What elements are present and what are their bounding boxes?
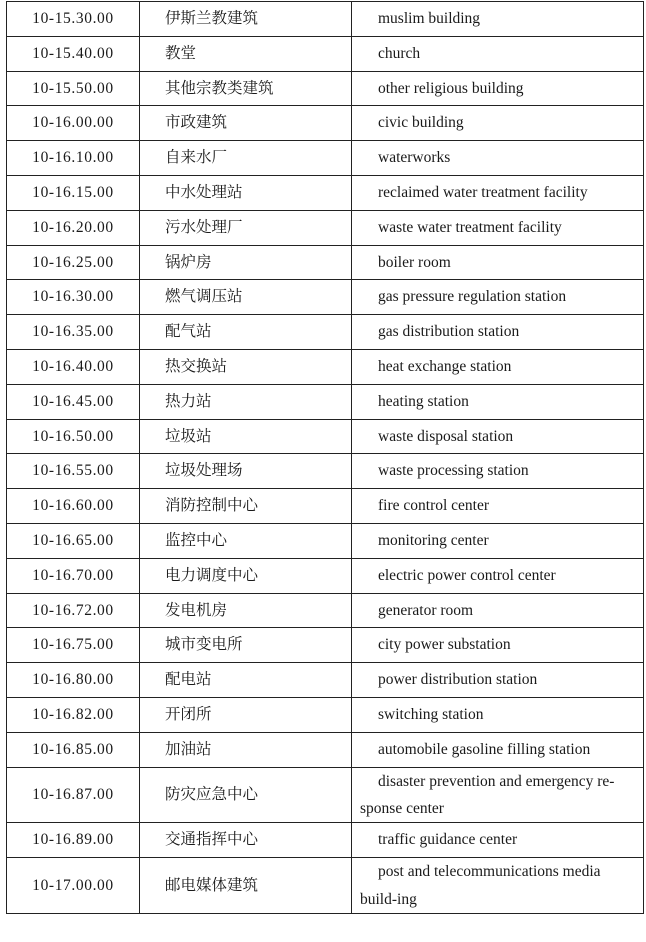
english-term-cell: church xyxy=(352,36,644,71)
code-cell: 10-16.40.00 xyxy=(7,349,140,384)
chinese-term-cell: 防灾应急中心 xyxy=(140,767,352,823)
english-term-cell: other religious building xyxy=(352,71,644,106)
english-term-cell: fire control center xyxy=(352,489,644,524)
code-cell: 10-15.40.00 xyxy=(7,36,140,71)
table-row xyxy=(7,858,644,914)
code-cell: 10-17.00.00 xyxy=(7,858,140,914)
chinese-term-cell: 加油站 xyxy=(140,732,352,767)
code-cell: 10-16.10.00 xyxy=(7,141,140,176)
english-term-cell: traffic guidance center xyxy=(352,823,644,858)
chinese-term-cell: 市政建筑 xyxy=(140,106,352,141)
chinese-term-cell: 锅炉房 xyxy=(140,245,352,280)
chinese-term-cell: 配电站 xyxy=(140,663,352,698)
english-term-cell: heating station xyxy=(352,384,644,419)
english-term-cell: generator room xyxy=(352,593,644,628)
english-term-cell: civic building xyxy=(352,106,644,141)
table-row xyxy=(7,36,644,71)
chinese-term-cell: 垃圾站 xyxy=(140,419,352,454)
table-row xyxy=(7,489,644,524)
english-term-cell: automobile gasoline filling station xyxy=(352,732,644,767)
code-cell: 10-15.50.00 xyxy=(7,71,140,106)
code-cell: 10-16.50.00 xyxy=(7,419,140,454)
table-row xyxy=(7,245,644,280)
table-row xyxy=(7,419,644,454)
english-term-cell: gas pressure regulation station xyxy=(352,280,644,315)
code-cell: 10-16.20.00 xyxy=(7,210,140,245)
code-cell: 10-16.80.00 xyxy=(7,663,140,698)
table-row xyxy=(7,349,644,384)
table-row xyxy=(7,593,644,628)
chinese-term-cell: 热交换站 xyxy=(140,349,352,384)
chinese-term-cell: 电力调度中心 xyxy=(140,558,352,593)
table-row xyxy=(7,2,644,37)
code-cell: 10-16.00.00 xyxy=(7,106,140,141)
english-term-cell: muslim building xyxy=(352,2,644,37)
code-cell: 10-16.45.00 xyxy=(7,384,140,419)
english-term-cell: switching station xyxy=(352,697,644,732)
table-row xyxy=(7,767,644,823)
chinese-term-cell: 发电机房 xyxy=(140,593,352,628)
table-row xyxy=(7,71,644,106)
chinese-term-cell: 中水处理站 xyxy=(140,175,352,210)
english-term-cell: monitoring center xyxy=(352,523,644,558)
table-row xyxy=(7,558,644,593)
chinese-term-cell: 污水处理厂 xyxy=(140,210,352,245)
table-row xyxy=(7,280,644,315)
code-cell: 10-16.30.00 xyxy=(7,280,140,315)
table-row xyxy=(7,454,644,489)
code-cell: 10-16.85.00 xyxy=(7,732,140,767)
chinese-term-cell: 监控中心 xyxy=(140,523,352,558)
english-term-cell: waterworks xyxy=(352,141,644,176)
table-row xyxy=(7,523,644,558)
classification-table xyxy=(6,1,644,914)
english-term-cell: power distribution station xyxy=(352,663,644,698)
code-cell: 10-16.25.00 xyxy=(7,245,140,280)
code-cell: 10-16.35.00 xyxy=(7,315,140,350)
english-term-cell: waste processing station xyxy=(352,454,644,489)
chinese-term-cell: 交通指挥中心 xyxy=(140,823,352,858)
table-row xyxy=(7,384,644,419)
chinese-term-cell: 邮电媒体建筑 xyxy=(140,858,352,914)
chinese-term-cell: 消防控制中心 xyxy=(140,489,352,524)
english-term-cell: boiler room xyxy=(352,245,644,280)
chinese-term-cell: 开闭所 xyxy=(140,697,352,732)
english-term-cell: waste water treatment facility xyxy=(352,210,644,245)
chinese-term-cell: 城市变电所 xyxy=(140,628,352,663)
english-term-cell: city power substation xyxy=(352,628,644,663)
table-row xyxy=(7,315,644,350)
chinese-term-cell: 自来水厂 xyxy=(140,141,352,176)
code-cell: 10-16.60.00 xyxy=(7,489,140,524)
chinese-term-cell: 教堂 xyxy=(140,36,352,71)
code-cell: 10-16.75.00 xyxy=(7,628,140,663)
code-cell: 10-16.89.00 xyxy=(7,823,140,858)
code-cell: 10-16.72.00 xyxy=(7,593,140,628)
chinese-term-cell: 伊斯兰教建筑 xyxy=(140,2,352,37)
english-term-cell: post and telecommunications media build-ing xyxy=(352,858,644,914)
code-cell: 10-16.15.00 xyxy=(7,175,140,210)
table-body xyxy=(7,2,644,914)
table-row xyxy=(7,663,644,698)
code-cell: 10-16.87.00 xyxy=(7,767,140,823)
code-cell: 10-16.65.00 xyxy=(7,523,140,558)
table-row xyxy=(7,141,644,176)
chinese-term-cell: 配气站 xyxy=(140,315,352,350)
chinese-term-cell: 燃气调压站 xyxy=(140,280,352,315)
table-row xyxy=(7,732,644,767)
code-cell: 10-16.82.00 xyxy=(7,697,140,732)
english-term-cell: reclaimed water treatment facility xyxy=(352,175,644,210)
english-term-cell: disaster prevention and emergency re-sponse center xyxy=(352,767,644,823)
chinese-term-cell: 其他宗教类建筑 xyxy=(140,71,352,106)
english-term-cell: gas distribution station xyxy=(352,315,644,350)
table-row xyxy=(7,823,644,858)
code-cell: 10-16.70.00 xyxy=(7,558,140,593)
english-term-cell: waste disposal station xyxy=(352,419,644,454)
table-row xyxy=(7,210,644,245)
table-row xyxy=(7,697,644,732)
english-term-cell: heat exchange station xyxy=(352,349,644,384)
code-cell: 10-16.55.00 xyxy=(7,454,140,489)
table-row xyxy=(7,628,644,663)
chinese-term-cell: 垃圾处理场 xyxy=(140,454,352,489)
chinese-term-cell: 热力站 xyxy=(140,384,352,419)
code-cell: 10-15.30.00 xyxy=(7,2,140,37)
table-row xyxy=(7,175,644,210)
english-term-cell: electric power control center xyxy=(352,558,644,593)
table-row xyxy=(7,106,644,141)
